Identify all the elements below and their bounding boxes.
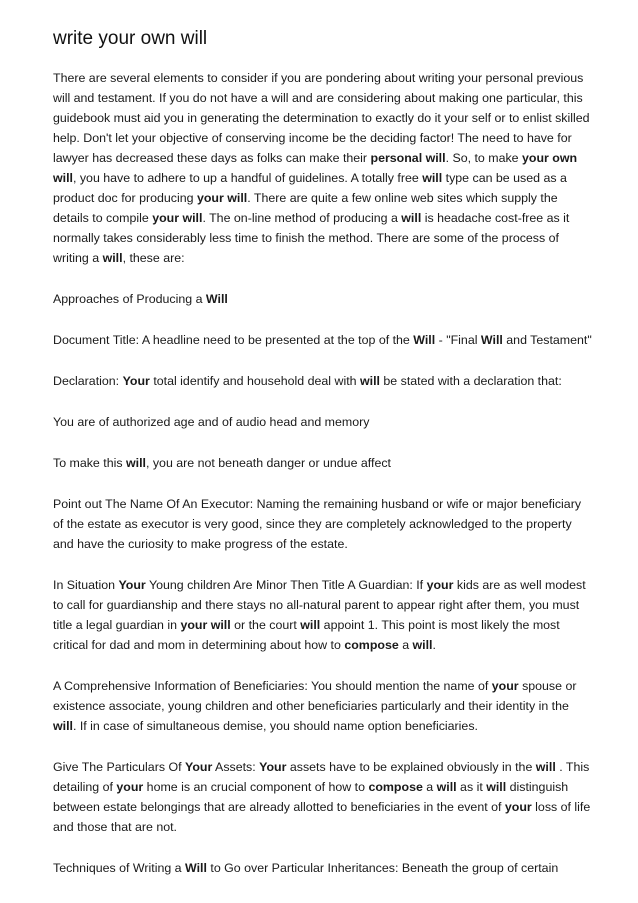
text-run: , you have to adhere to up a handful of guidelines. A totally free [72,171,423,185]
text-run: be stated with a declaration that: [379,374,562,388]
bold-keyword: Your [118,578,146,592]
paragraph [53,757,593,837]
text-run: kids are as well modest to call for guardianship and there stays no all-natural parent to appear right after them, you must title a legal guardian in [53,578,586,632]
bold-keyword: your will [180,618,231,632]
text-run: . So, to make [445,151,523,165]
text-run: Assets: [212,760,260,774]
text-run: type can be used as a product doc for producing [53,171,567,205]
bold-keyword: will [436,780,457,794]
text-run: - "Final [435,333,481,347]
bold-keyword: Will [205,292,228,306]
bold-keyword: Will [185,861,207,875]
bold-keyword: your [116,780,144,794]
text-run: home is an crucial component of how to [143,780,369,794]
bold-keyword: your will [196,191,248,205]
bold-keyword: will [126,456,146,470]
paragraph [53,412,593,432]
text-run: You are of authorized age and of audio head and memory [53,415,370,429]
text-run: In Situation [53,578,119,592]
bold-keyword: will [359,374,380,388]
paragraph [53,575,593,655]
bold-keyword: will [535,760,556,774]
text-run: or the court [230,618,301,632]
bold-keyword: will [412,638,433,652]
text-run: and Testament" [502,333,592,347]
paragraph [53,494,593,554]
bold-keyword: your own will [53,151,578,185]
text-run: Document Title: A headline need to be presented at the top of the [53,333,414,347]
bold-keyword: compose [368,780,423,794]
text-run: Give The Particulars Of [53,760,185,774]
bold-keyword: will [102,251,123,265]
bold-keyword: Your [122,374,150,388]
paragraph [53,858,593,878]
text-run: Techniques of Writing a [53,861,186,875]
text-run: . There are quite a few online web sites which supply the details to compile [53,191,558,225]
text-run: distinguish between estate belongings that are already allotted to beneficiaries in the event of [53,780,569,814]
bold-keyword: your will [152,211,203,225]
text-run: A Comprehensive Information of Beneficiaries: You should mention the name of [53,679,492,693]
text-run: Point out The Name Of An Executor: Naming the remaining husband or wife or major beneficiary of the estate as executor is very good, since they are completely acknowledged to the property and have the curiosity to make progress of the estate. [53,497,582,551]
bold-keyword: Will [413,333,436,347]
bold-keyword: will [401,211,422,225]
text-run: Young children Are Minor Then Title A Guardian: If [145,578,427,592]
bold-keyword: your [491,679,519,693]
bold-keyword: your [426,578,454,592]
bold-keyword: will [300,618,321,632]
paragraph [53,453,593,473]
text-run: . The on-line method of producing a [202,211,402,225]
paragraph [53,676,593,736]
bold-keyword: will [53,719,73,733]
text-run: . [432,638,436,652]
bold-keyword: will [486,780,507,794]
text-run: There are several elements to consider if you are pondering about writing your personal previous will and testament. If you do not have a will and are considering about making one particular, this guidebook must aid you in generating the determination to exactly do it your self or to enlist skilled help. Don't let your objective of conserving income be the deciding factor! The need to have for lawyer has decreased these days as folks can make their [53,71,590,165]
bold-keyword: compose [344,638,399,652]
bold-keyword: personal will [370,151,446,165]
bold-keyword: your [504,800,532,814]
bold-keyword: Your [259,760,287,774]
text-run: a [398,638,413,652]
text-run: a [422,780,437,794]
text-run: appoint 1. This point is most likely the most critical for dad and mom in determining about how to [53,618,560,652]
text-run: total identify and household deal with [149,374,360,388]
text-run: loss of life and those that are not. [53,800,591,834]
text-run: to Go over Particular Inheritances: Beneath the group of certain [206,861,559,875]
text-run: Approaches of Producing a [53,292,206,306]
text-run: . If in case of simultaneous demise, you should name option beneficiaries. [72,719,478,733]
bold-keyword: will [422,171,443,185]
text-run: Declaration: [53,374,123,388]
text-run: spouse or existence associate, young children and other beneficiaries particularly and their identity in the [53,679,577,713]
text-run: , you are not beneath danger or undue affect [145,456,391,470]
text-run: , these are: [122,251,185,265]
paragraph [53,330,593,350]
text-run: assets have to be explained obviously in the [286,760,536,774]
article-body [53,68,593,899]
bold-keyword: Your [184,760,213,774]
page-title: write your own will [53,28,208,49]
text-run: To make this [53,456,126,470]
text-run: is headache cost-free as it normally takes considerably less time to finish the method. There are some of the process of writing a [53,211,570,265]
text-run: as it [456,780,487,794]
bold-keyword: Will [480,333,503,347]
paragraph [53,68,593,268]
text-run: . This detailing of [53,760,590,794]
paragraph [53,289,593,309]
paragraph [53,371,593,391]
